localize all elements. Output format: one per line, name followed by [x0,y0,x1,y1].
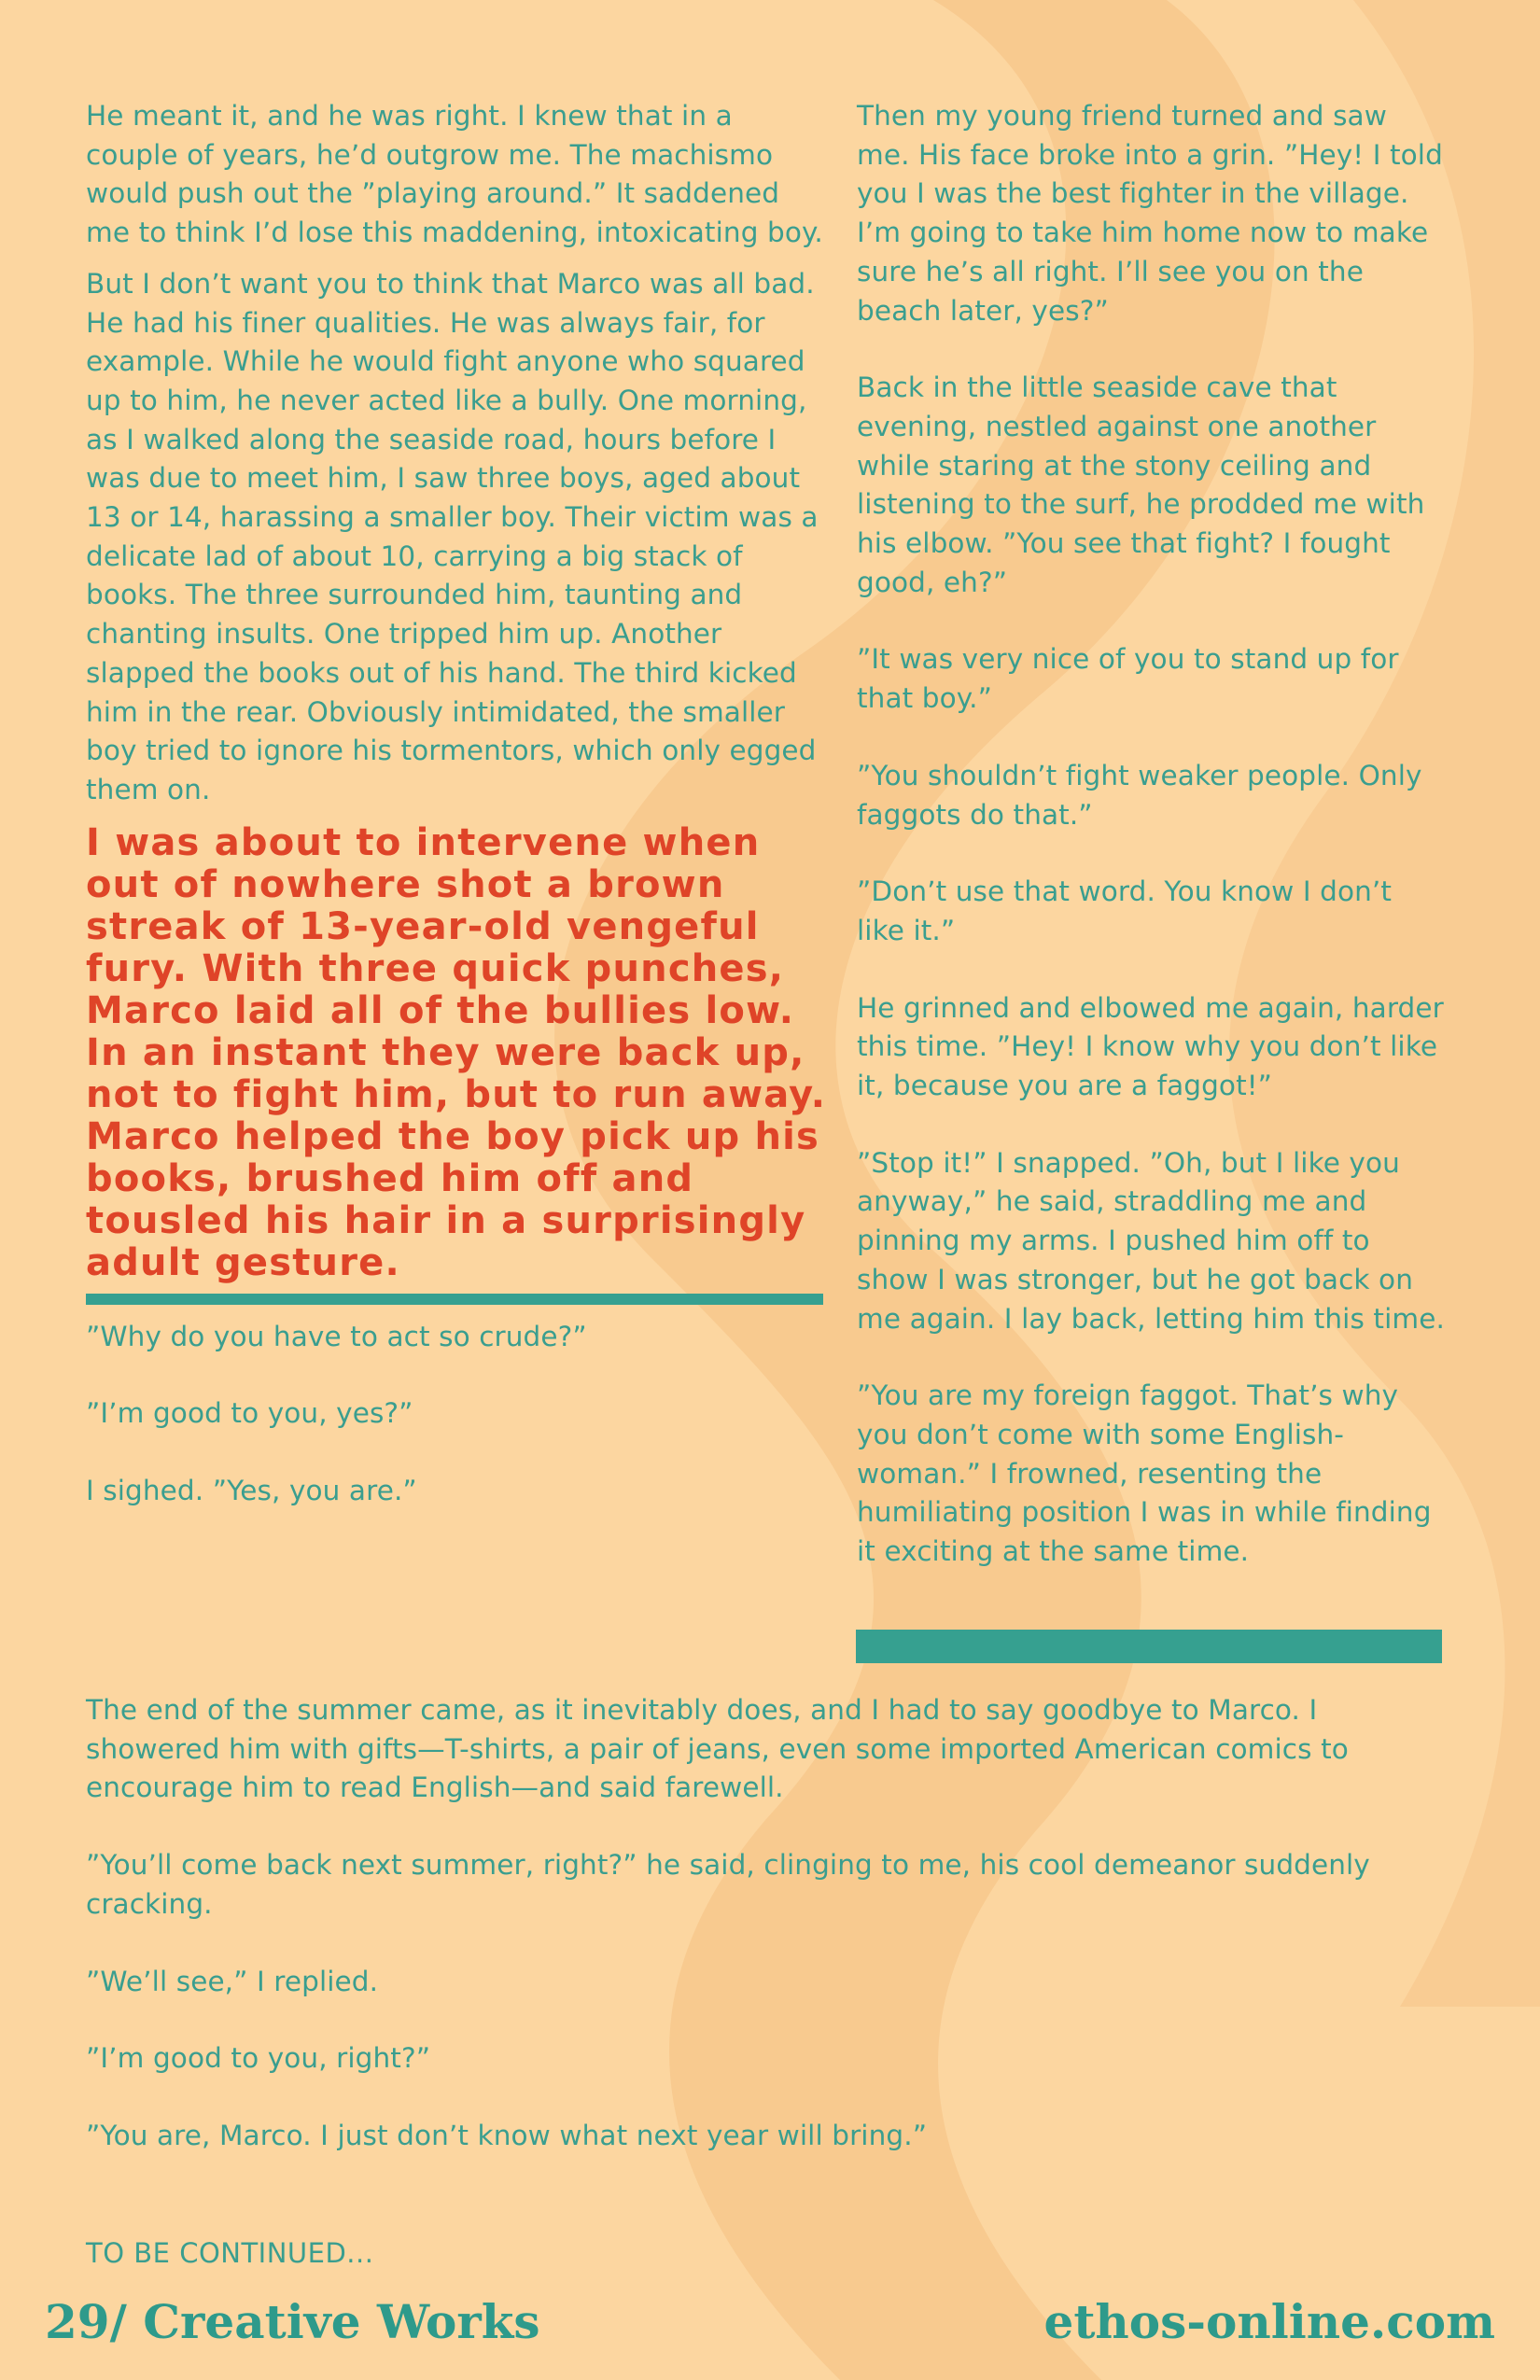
divider-bar [856,1630,1442,1663]
body-paragraph: ”Stop it!” I snapped. ”Oh, but I like you anyway,” he said, straddling me and pinning my arms. I pushed him off to show I was stronger, but he got back on me again. I lay back, letting him this time. [857,1146,1445,1335]
body-paragraph: ”It was very nice of you to stand up for that boy.” [857,643,1399,715]
body-paragraph: ”You’ll come back next summer, right?” he said, clinging to me, his cool demeanor suddenly cracking. [86,1849,1370,1920]
body-paragraph: ”You are, Marco. I just don’t know what next year will bring.” [86,2119,928,2151]
closing-section [86,1691,1458,2194]
left-column [86,97,828,1549]
body-paragraph: Then my young friend turned and saw me. His face broke into a grin. ”Hey! I told you I was the best fighter in the village. I’m going to take him home now to make sure he’s all right. I’ll see you on the beach later, yes?” [857,100,1443,327]
divider-bar [86,1294,823,1305]
body-paragraph: ”We’ll see,” I replied. [86,1965,379,1997]
website-link[interactable]: ethos-online.com [1043,2294,1495,2349]
body-paragraph: The end of the summer came, as it inevitably does, and I had to say goodbye to Marco. I showered him with gifts—T-shirts, a pair of jeans, even some imported American comics to encourage him to read English—and said farewell. [86,1694,1349,1804]
body-paragraph: Back in the little seaside cave that evening, nestled against one another while staring at the stony ceiling and listening to the surf, he prodded me with his elbow. ”You see that fight? I fought good, eh?” [857,371,1425,598]
dialogue-line: ”I’m good to you, yes?” [86,1397,413,1430]
dialogue-line: ”Why do you have to act so crude?” [86,1320,587,1352]
body-paragraph: ”You are my foreign faggot. That’s why you don’t come with some English-woman.” I frowned, resenting the humiliating position I was in while finding it exciting at the same time. [857,1379,1432,1568]
body-paragraph: ”Don’t use that word. You know I don’t like it.” [857,875,1393,946]
body-paragraph: ”I’m good to you, right?” [86,2042,431,2075]
to-be-continued: TO BE CONTINUED... [86,2237,374,2269]
dialogue-line: I sighed. ”Yes, you are.” [86,1475,417,1507]
right-column [857,97,1445,1610]
body-paragraph: ”You shouldn’t fight weaker people. Only faggots do that.” [857,759,1422,831]
body-paragraph: But I don’t want you to think that Marco was all bad. He had his finer qualities. He was always fair, for example. While he would fight anyone who squared up to him, he never acted like a bully. One morning, as I walked along the seaside road, hours before I was due to meet him, I saw three boys, aged about 13 or 14, harassing a smaller boy. Their victim was a delicate lad of about 10, carrying a big stack of books. The three surrounded him, taunting and chanting insults. One tripped him up. Another slapped the books out of his hand. The third kicked him in the rear. Obviously intimidated, the smaller boy tried to ignore his tormentors, which only egged them on. [86,267,819,805]
body-paragraph: He meant it, and he was right. I knew that in a couple of years, he’d outgrow me. The machismo would push out the ”playing around.” It saddened me to think I’d lose this maddening, intoxicating boy. [86,100,823,249]
body-paragraph: He grinned and elbowed me again, harder this time. ”Hey! I know why you don’t like it, because you are a faggot!” [857,991,1444,1102]
pull-quote: I was about to intervene when out of nowhere shot a brown streak of 13-year-old vengeful fury. With three quick punches, Marco laid all of the bullies low. In an instant they were back up, not to fight him, but to run away. Marco helped the boy pick up his books, brushed him off and tousled his hair in a surprisingly adult gesture. [86,820,827,1284]
page-number-section: 29/ Creative Works [45,2294,540,2349]
